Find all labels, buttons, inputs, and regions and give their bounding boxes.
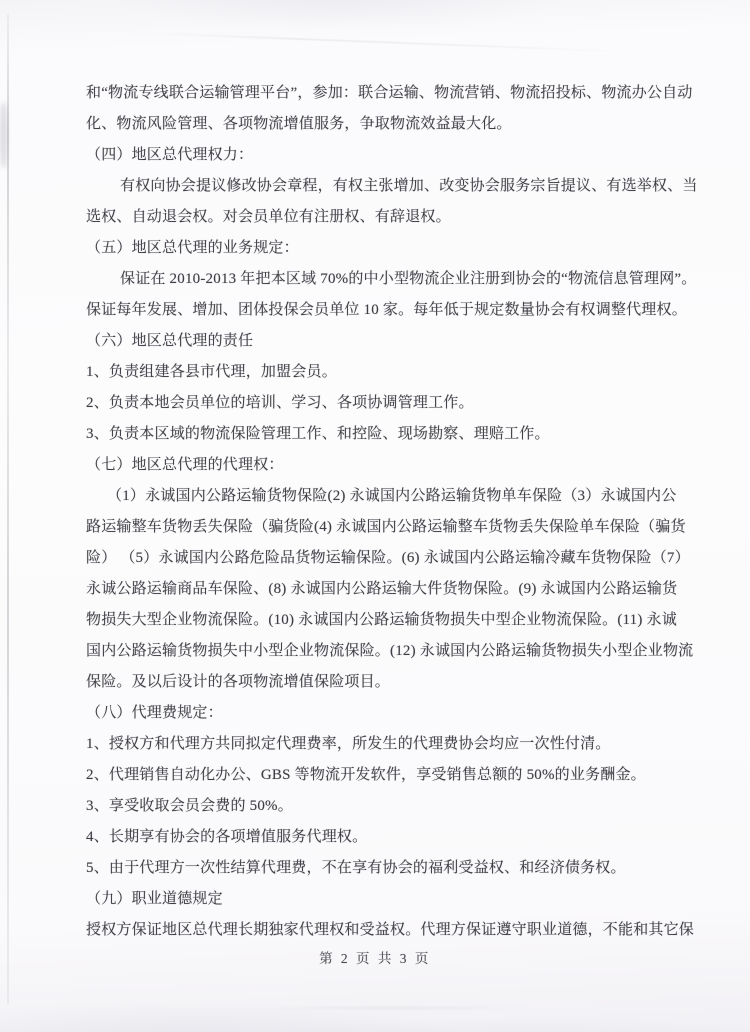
- page-footer: [0, 944, 750, 974]
- text-line: 3、负责本区域的物流保险管理工作、和控险、现场勘察、理赔工作。: [86, 426, 550, 442]
- scan-smudge-artifact: [0, 102, 7, 168]
- text-line: 授权方保证地区总代理长期独家代理权和受益权。代理方保证遵守职业道德，不能和其它保: [86, 922, 695, 938]
- text-line: 保证每年发展、增加、团体投保会员单位 10 家。每年低于规定数量协会有权调整代理权。: [86, 302, 687, 318]
- paper-crease-bottom: [260, 1007, 520, 1009]
- text-line: 3、享受收取会员会费的 50%。: [86, 798, 293, 814]
- text-line: （四）地区总代理权力：: [86, 147, 254, 163]
- text-line: 化、物流风险管理、各项物流增值服务，争取物流效益最大化。: [86, 116, 512, 132]
- text-line: 路运输整车货物丢失保险（骗货险(4) 永诚国内公路运输整车货物丢失保险单车保险（骗货: [86, 519, 686, 535]
- text-line: （九）职业道德规定: [86, 891, 223, 907]
- text-line: 2、负责本地会员单位的培训、学习、各项协调管理工作。: [86, 395, 474, 411]
- page-number-label: 第 2 页 共 3 页: [319, 951, 431, 966]
- text-line: （七）地区总代理的代理权：: [86, 457, 284, 473]
- text-line: 1、授权方和代理方共同拟定代理费率，所发生的代理费协会均应一次性付清。: [86, 736, 611, 752]
- text-line: 选权、自动退会权。对会员单位有注册权、有辞退权。: [86, 209, 451, 225]
- text-line: 国内公路运输货物损失中小型企业物流保险。(12) 永诚国内公路运输货物损失小型企业物流: [86, 643, 694, 659]
- text-line: 有权向协会提议修改协会章程，有权主张增加、改变协会服务宗旨提议、有选举权、当: [120, 178, 698, 194]
- scan-edge-left-artifact: [7, 14, 9, 1004]
- text-line: （五）地区总代理的业务规定：: [86, 240, 299, 256]
- text-line: 5、由于代理方一次性结算代理费，不在享有协会的福利受益权、和经济债务权。: [86, 860, 626, 876]
- text-line: 4、长期享有协会的各项增值服务代理权。: [86, 829, 368, 845]
- paper-crease-top: [150, 33, 630, 52]
- text-line: 1、负责组建各县市代理，加盟会员。: [86, 364, 337, 380]
- document-body: [86, 78, 712, 946]
- text-line: 保险。及以后设计的各项物流增值保险项目。: [86, 674, 391, 690]
- text-line: （1）永诚国内公路运输货物保险(2) 永诚国内公路运输货物单车保险（3）永诚国内公: [107, 488, 677, 504]
- text-line: 保证在 2010-2013 年把本区域 70%的中小型物流企业注册到协会的“物流信息管理网”。: [120, 271, 697, 287]
- text-line: 和“物流专线联合运输管理平台”，参加：联合运输、物流营销、物流招投标、物流办公自动: [86, 85, 693, 101]
- text-line: 险） （5）永诚国内公路危险品货物运输保险。(6) 永诚国内公路运输冷藏车货物保险（7）: [86, 550, 690, 566]
- text-line: 永诚公路运输商品车保险、(8) 永诚国内公路运输大件货物保险。(9) 永诚国内公路运输货: [86, 581, 678, 597]
- text-line: 2、代理销售自动化办公、GBS 等物流开发软件，享受销售总额的 50%的业务酬金。: [86, 767, 646, 783]
- text-line: （八）代理费规定：: [86, 705, 223, 721]
- text-line: （六）地区总代理的责任: [86, 333, 254, 349]
- text-line: 物损失大型企业物流保险。(10) 永诚国内公路运输货物损失中型企业物流保险。(11) 永诚: [86, 612, 677, 628]
